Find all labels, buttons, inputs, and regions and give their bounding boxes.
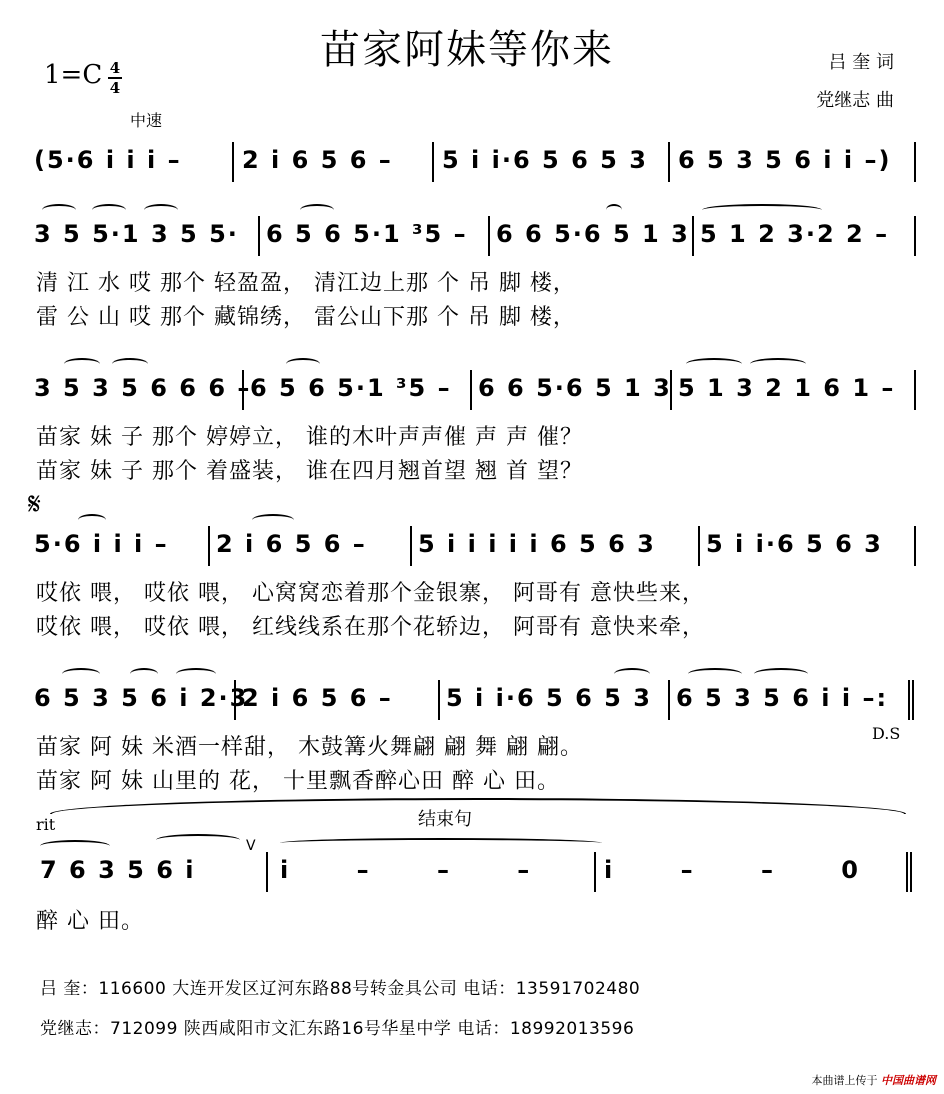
upload-note <box>812 1072 937 1088</box>
ending-bracket <box>50 798 906 814</box>
time-signature-top: 4 <box>109 59 121 77</box>
measure: i – – 0 <box>604 856 888 884</box>
measure: 7 6 3 5 6 i <box>40 856 196 884</box>
lyric-line-verse2: 苗家 阿 妹 山里的 花， 十里飘香醉心田 醉 心 田。 <box>36 769 560 794</box>
measure: 6 6 5·6 5 1 3 <box>478 374 672 402</box>
lyricist-credit: 吕 奎 词 <box>828 52 894 73</box>
measure: 5 i i i i i 6 5 6 3 <box>418 530 656 558</box>
ending-label: 结束句 <box>418 809 472 830</box>
measure: 5 1 3 2 1 6 1 – <box>678 374 896 402</box>
rit-marking: rit <box>36 815 56 834</box>
measure: 2 i 6 5 6 – <box>216 530 367 558</box>
measure: 6 6 5·6 5 1 3 <box>496 220 690 248</box>
measure: 6 5 3 5 6 i 2·3 <box>34 684 249 712</box>
lyric-line-verse2: 哎依 喂， 哎依 喂， 红线线系在那个花轿边， 阿哥有 意快来牵， <box>36 615 705 640</box>
tempo-marking: 中速 <box>130 111 163 130</box>
composer-credit: 党继志 曲 <box>816 90 894 111</box>
time-signature <box>108 60 122 96</box>
measure: 6 5 6 5·1 ³5 – <box>250 374 452 402</box>
ds-marking: D.S <box>872 724 901 743</box>
measure: 5 1 2 3·2 2 – <box>700 220 890 248</box>
lyric-line-verse2: 雷 公 山 哎 那个 藏锦绣， 雷公山下那 个 吊 脚 楼， <box>36 305 576 330</box>
breath-mark: V <box>246 838 256 854</box>
measure: 2 i 6 5 6 – <box>242 146 393 174</box>
measure: 3 5 5·1 3 5 5· <box>34 220 239 248</box>
contact-lyricist: 吕 奎：116600 大连开发区辽河东路88号转金具公司 电话：13591702480 <box>40 979 641 999</box>
lyric-line-verse1: 清 江 水 哎 那个 轻盈盈， 清江边上那 个 吊 脚 楼， <box>36 271 576 296</box>
measure: 6 5 6 5·1 ³5 – <box>266 220 468 248</box>
lyric-line-ending: 醉 心 田。 <box>36 909 144 934</box>
measure: 6 5 3 5 6 i i –) <box>678 146 892 174</box>
measure: 5 i i·6 5 6 5 3 <box>442 146 648 174</box>
lyric-line-verse1: 哎依 喂， 哎依 喂， 心窝窝恋着那个金银寨， 阿哥有 意快些来， <box>36 581 705 606</box>
measure: 3 5 3 5 6 6 6 – <box>34 374 252 402</box>
measure: i – – – <box>280 856 560 884</box>
measure: 5·6 i i i – <box>34 530 169 558</box>
lyric-line-verse2: 苗家 妹 子 那个 着盛装， 谁在四月翘首望 翘 首 望？ <box>36 459 583 484</box>
measure: 5 i i·6 5 6 3 <box>706 530 883 558</box>
measure: 6 5 3 5 6 i i –: <box>676 684 889 712</box>
measure: 2 i 6 5 6 – <box>242 684 393 712</box>
contact-composer: 党继志：712099 陕西咸阳市文汇东路16号华星中学 电话：18992013596 <box>40 1019 635 1039</box>
measure: (5·6 i i i – <box>34 146 182 174</box>
upload-text: 本曲谱上传于 <box>811 1074 878 1087</box>
key-signature: 1=C <box>44 60 103 90</box>
site-logo: 中国曲谱网 <box>881 1074 936 1087</box>
measure: 5 i i·6 5 6 5 3 <box>446 684 652 712</box>
segno-sign: 𝄋 <box>28 487 41 522</box>
lyric-line-verse1: 苗家 妹 子 那个 婷婷立， 谁的木叶声声催 声 声 催？ <box>36 425 583 450</box>
time-signature-bottom: 4 <box>109 79 121 97</box>
song-title: 苗家阿妹等你来 <box>320 27 614 73</box>
lyric-line-verse1: 苗家 阿 妹 米酒一样甜， 木鼓篝火舞翩 翩 舞 翩 翩。 <box>36 735 583 760</box>
